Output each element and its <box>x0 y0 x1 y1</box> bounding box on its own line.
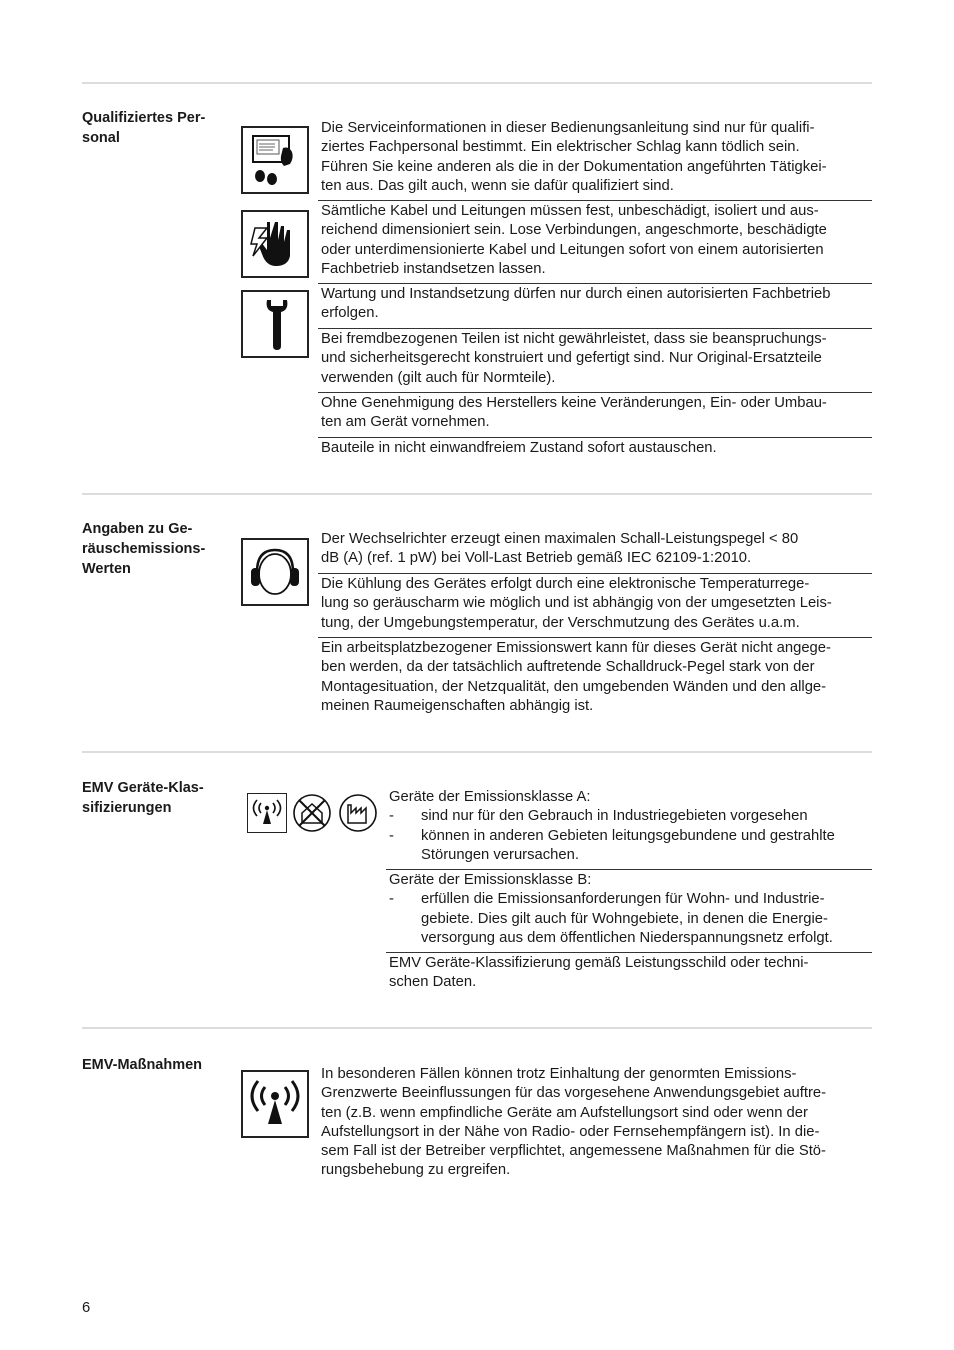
paragraph-separator <box>318 392 872 393</box>
electric-shock-icon <box>241 210 309 278</box>
emission-radiation-icon <box>247 793 287 833</box>
paragraph-modifications: Ohne Genehmigung des Herstellers keine Veränderungen, Ein- oder Umbau- ten am Gerät vornehmen. <box>321 395 827 431</box>
section-heading-emc-measures: EMV-Maßnahmen <box>82 1057 203 1073</box>
section-divider <box>82 82 872 84</box>
industry-icon <box>338 793 378 833</box>
class-a-block: Geräte der Emissionsklasse A: - sind nur für den Gebrauch in Industriegebieten vorgesehen - können in anderen Gebieten leitungsgebundene und gestrahlte Störungen verursachen. <box>389 789 835 863</box>
section-divider <box>82 1027 872 1029</box>
section-divider <box>82 493 872 495</box>
section-heading-emc-classification: EMV Geräte-Klas- sifizierungen <box>82 780 204 816</box>
section-heading-qualified-personnel: Qualifiziertes Per- sonal <box>82 110 206 146</box>
paragraph-separator <box>318 437 872 438</box>
class-b-block: Geräte der Emissionsklasse B: - erfüllen die Emissionsanforderungen für Wohn- und Industrie- gebiete. Dies gilt auch für Wohngebiete, in denen die Energie- versorgung aus dem öffentlichen Niederspannungsnetz erfolgt. <box>389 872 833 946</box>
paragraph-separator <box>386 952 872 953</box>
page-number: 6 <box>82 1300 91 1316</box>
paragraph-separator <box>318 283 872 284</box>
paragraph-sound-power: Der Wechselrichter erzeugt einen maximalen Schall-Leistungspegel < 80 dB (A) (ref. 1 pW) bei Voll-Last Betrieb gemäß IEC 62109-1:2010. <box>321 531 799 567</box>
paragraph-emc-measures: In besonderen Fällen können trotz Einhaltung der genormten Emissions- Grenzwerte Beeinflussungen für das vorgesehene Anwendungsgebiet auftre- ten (z.B. wenn empfindliche Geräte am Aufstellungsort sind oder wenn der Aufstellungsort in der Nähe von Radio- oder Fernsehempfängern ist). In die- sem Fall ist der Betreiber verpflichtet, angemessene Maßnahmen für die Stö- rungsbehebung zu ergreifen. <box>321 1066 827 1179</box>
paragraph-qualified-service: Die Serviceinformationen in dieser Bedienungsanleitung sind nur für qualifi- ziertes Fachpersonal bestimmt. Ein elektrischer Schlag kann tödlich sein. Führen Sie keine anderen als die in der Dokumentation angeführten Tätigkei- ten aus. Das gilt auch, wenn sie dafür qualifiziert sind. <box>321 120 827 194</box>
section-heading-noise-emission: Angaben zu Ge- räuschemissions- Werten <box>82 521 206 577</box>
paragraph-separator <box>318 328 872 329</box>
manual-read-icon <box>241 126 309 194</box>
emission-radiation-icon <box>241 1070 309 1138</box>
emc-classification-note: EMV Geräte-Klassifizierung gemäß Leistungsschild oder techni- schen Daten. <box>389 955 809 991</box>
paragraph-separator <box>318 200 872 201</box>
paragraph-separator <box>386 869 872 870</box>
paragraph-cables: Sämtliche Kabel und Leitungen müssen fest, unbeschädigt, isoliert und aus- reichend dimensioniert sein. Lose Verbindungen, angeschmorte, beschädigte oder unterdimensionierte Kabel und Leitungen sofort von einem autorisierten Fachbetrieb instandsetzen lassen. <box>321 203 827 277</box>
paragraph-spare-parts: Bei fremdbezogenen Teilen ist nicht gewährleistet, dass sie beanspruchungs- und sicherheitsgerecht konstruiert und gefertigt sind. Nur Original-Ersatzteile verwenden (gilt auch für Normteile). <box>321 331 827 386</box>
section-divider <box>82 751 872 753</box>
ear-protection-icon <box>241 538 309 606</box>
wrench-icon <box>241 290 309 358</box>
paragraph-separator <box>318 637 872 638</box>
paragraph-replace-parts: Bauteile in nicht einwandfreiem Zustand sofort austauschen. <box>321 440 717 456</box>
paragraph-maintenance: Wartung und Instandsetzung dürfen nur durch einen autorisierten Fachbetrieb erfolgen. <box>321 286 831 322</box>
paragraph-cooling: Die Kühlung des Gerätes erfolgt durch eine elektronische Temperaturrege- lung so geräuscharm wie möglich und ist abhängig von der umgesetzten Leis- tung, der Umgebungstemperatur, der Verschmutzung des Gerätes u.a.m. <box>321 576 832 631</box>
household-crossed-icon <box>292 793 332 833</box>
paragraph-workplace-emission: Ein arbeitsplatzbezogener Emissionswert kann für dieses Gerät nicht angege- ben werden, da der tatsächlich auftretende Schalldruck-Pegel stark von der Montagesituation, der Netzqualität, den umgebenden Wänden und den allge- meinen Raumeigenschaften abhängig ist. <box>321 640 831 714</box>
paragraph-separator <box>318 573 872 574</box>
